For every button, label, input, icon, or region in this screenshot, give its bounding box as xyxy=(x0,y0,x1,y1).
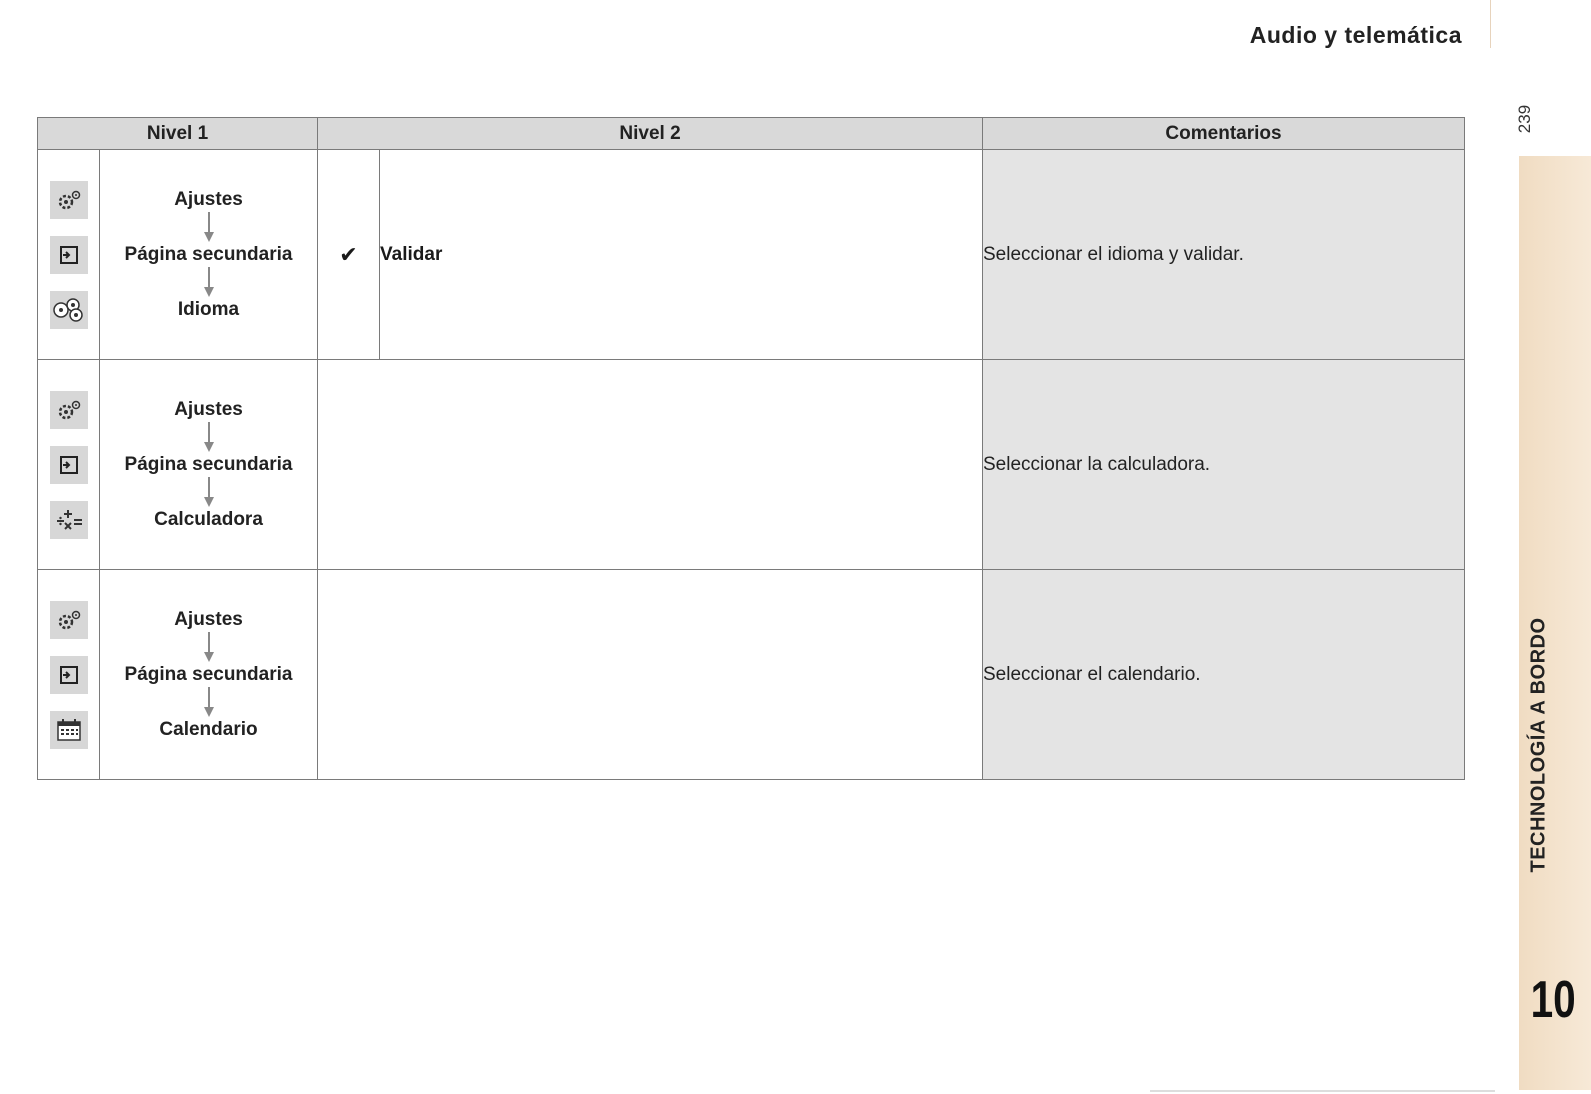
level1-item-settings: Ajustes xyxy=(174,398,243,420)
comment-cell: Seleccionar el idioma y validar. xyxy=(983,150,1465,360)
level1-cell xyxy=(100,150,318,360)
chapter-number: 10 xyxy=(1530,971,1576,1029)
level1-item-secondary-page: Página secundaria xyxy=(124,243,293,265)
chapter-tab-label: TECHNOLOGÍA A BORDO xyxy=(1527,617,1550,873)
header-divider xyxy=(1490,0,1491,48)
level1-item-calendar: Calendario xyxy=(159,718,258,740)
level1-item-secondary-page: Página secundaria xyxy=(124,663,293,685)
arrow-down-icon xyxy=(203,422,215,453)
bottom-divider xyxy=(1150,1090,1495,1092)
icon-cell xyxy=(38,570,100,780)
menu-table xyxy=(37,117,1465,780)
level2-empty-cell xyxy=(318,570,983,780)
page-header-title: Audio y telemática xyxy=(1249,22,1462,48)
level1-item-language: Idioma xyxy=(177,298,240,320)
arrow-down-icon xyxy=(203,267,215,298)
level1-item-settings: Ajustes xyxy=(174,608,243,630)
secondary-page-icon xyxy=(50,446,88,484)
level2-item-validate: Validar xyxy=(380,150,983,360)
header-level2: Nivel 2 xyxy=(318,118,983,150)
calculator-icon xyxy=(50,501,88,539)
icon-cell xyxy=(38,360,100,570)
settings-icon xyxy=(50,181,88,219)
level1-cell xyxy=(100,360,318,570)
header-comments: Comentarios xyxy=(983,118,1465,150)
page-number: 239 xyxy=(1515,104,1534,134)
checkmark-icon: ✔ xyxy=(318,150,380,360)
language-icon xyxy=(50,291,88,329)
comment-cell: Seleccionar el calendario. xyxy=(983,570,1465,780)
level1-item-calculator: Calculadora xyxy=(154,508,263,530)
settings-icon xyxy=(50,601,88,639)
header-level1: Nivel 1 xyxy=(38,118,318,150)
icon-cell xyxy=(38,150,100,360)
secondary-page-icon xyxy=(50,236,88,274)
arrow-down-icon xyxy=(203,687,215,718)
comment-cell: Seleccionar la calculadora. xyxy=(983,360,1465,570)
level2-empty-cell xyxy=(318,360,983,570)
table-row-language xyxy=(38,150,1465,360)
arrow-down-icon xyxy=(203,212,215,243)
calendar-icon xyxy=(50,711,88,749)
table-row-calculator xyxy=(38,360,1465,570)
level1-item-secondary-page: Página secundaria xyxy=(124,453,293,475)
table-header-row xyxy=(38,118,1465,150)
settings-icon xyxy=(50,391,88,429)
level1-item-settings: Ajustes xyxy=(174,188,243,210)
table-row-calendar xyxy=(38,570,1465,780)
arrow-down-icon xyxy=(203,632,215,663)
arrow-down-icon xyxy=(203,477,215,508)
chapter-tab-label-wrap xyxy=(1519,545,1559,945)
level1-cell xyxy=(100,570,318,780)
secondary-page-icon xyxy=(50,656,88,694)
